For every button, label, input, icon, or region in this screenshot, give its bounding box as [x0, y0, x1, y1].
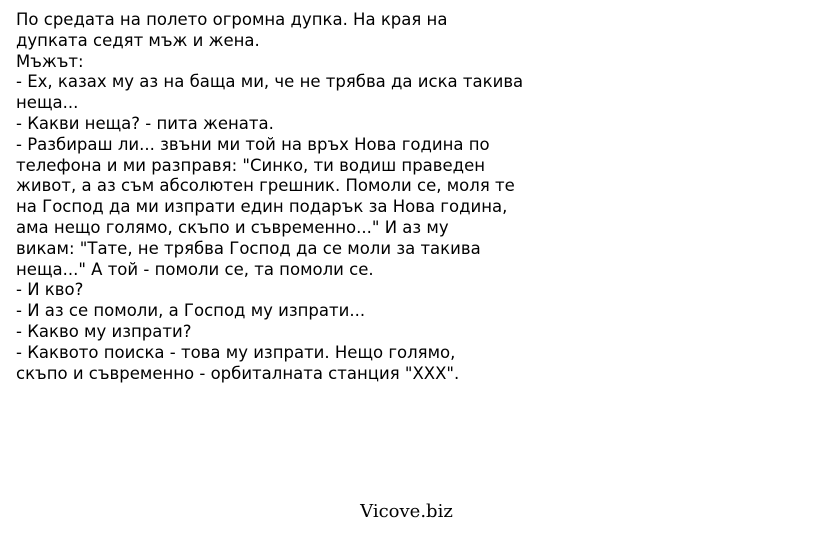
joke-line: ама нещо голямо, скъпо и съвременно..." И аз му	[16, 217, 449, 237]
site-watermark: Vicove.biz	[360, 501, 453, 522]
joke-line: - Каквото поиска - това му изпрати. Нещо голямо,	[16, 342, 456, 362]
joke-line: телефона и ми разправя: "Синко, ти водиш праведен	[16, 155, 486, 175]
joke-line: - Разбираш ли... звъни ми той на връх Нова година по	[16, 134, 490, 154]
joke-line: По средата на полето огромна дупка. На края на	[16, 10, 448, 29]
joke-line: - Ех, казах му аз на баща ми, че не трябва да иска такива	[16, 72, 524, 92]
joke-line: на Господ да ми изпрати един подарък за Нова година,	[16, 197, 508, 217]
joke-line: викам: "Тате, не трябва Господ да се моли за такива	[16, 238, 481, 258]
joke-text	[16, 10, 816, 384]
joke-line: неща..." А той - помоли се, та помоли се.	[16, 259, 374, 279]
joke-line: - И аз се помоли, а Господ му изпрати...	[16, 301, 366, 321]
joke-line: живот, а аз съм абсолютен грешник. Помоли се, моля те	[16, 176, 515, 196]
joke-line: - И кво?	[16, 280, 84, 300]
joke-line: скъпо и съвременно - орбиталната станция "ХХХ".	[16, 363, 460, 383]
joke-line: дупката седят мъж и жена.	[16, 30, 260, 50]
joke-line: неща...	[16, 93, 79, 113]
joke-line: - Какво му изпрати?	[16, 321, 192, 341]
joke-line: Мъжът:	[16, 51, 84, 71]
joke-line: - Какви неща? - пита жената.	[16, 113, 274, 133]
